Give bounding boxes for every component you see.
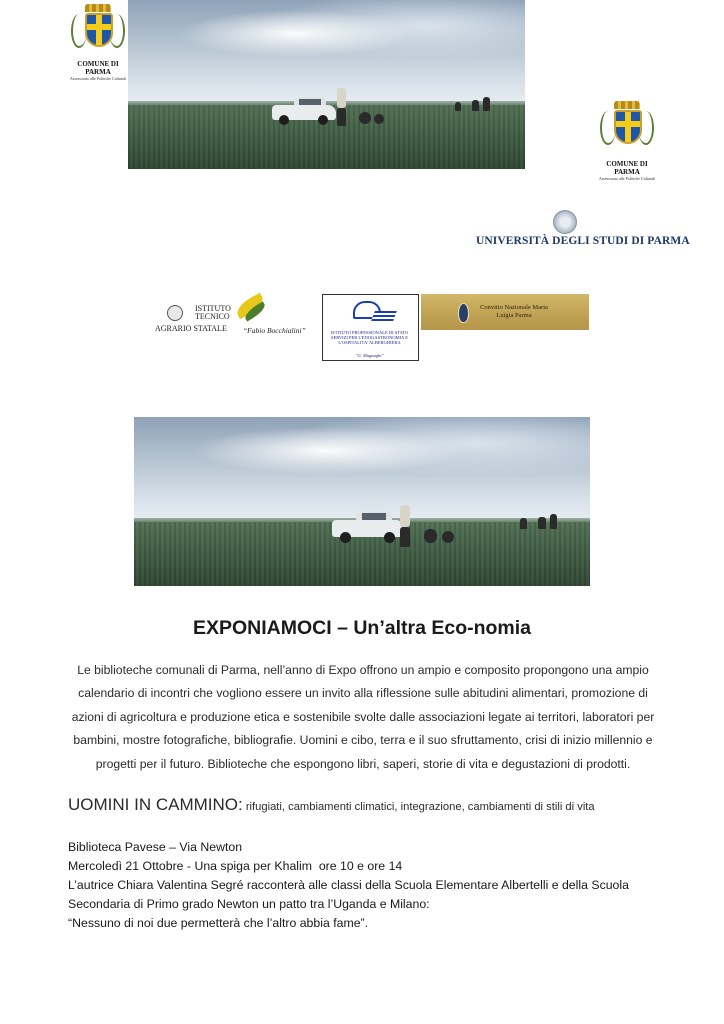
convitto-name: Convitto Nazionale Maria Luigia Parma (480, 304, 548, 319)
university-name: UNIVERSITÀ DEGLI STUDI DI PARMA (476, 235, 690, 247)
person-standing (337, 88, 346, 108)
book-icon (371, 311, 397, 321)
crest-caption-subtitle: Assessorato alle Politiche Culturali (69, 76, 127, 81)
itas-logo (153, 293, 318, 343)
section-heading-line (68, 795, 595, 815)
itas-school-name: “Fabio Bocchialini” (243, 326, 306, 335)
crest-caption-title: COMUNE DI PARMA (606, 160, 648, 176)
crest-caption-title: COMUNE DI PARMA (77, 60, 119, 76)
crest-shield-icon (85, 13, 113, 47)
ipsar-institute-name: ISTITUTO PROFESSIONALE DI STATO SERVIZI PER L'ENOGASTRONOMIA E L'OSPITALITA' ALBERGHIERA (330, 330, 409, 345)
ipsar-logo (322, 294, 419, 361)
crest-shield-icon (614, 110, 642, 144)
crest-caption (64, 60, 132, 81)
emblem-icon (458, 303, 469, 323)
person-standing (400, 505, 410, 527)
ipsar-school-name: "G. Magnaghi" (355, 353, 384, 358)
main-photo (134, 417, 590, 586)
page-title: EXPONIAMOCI – Un’altra Eco-nomia (192, 617, 532, 639)
section-heading: UOMINI IN CAMMINO: (68, 795, 243, 814)
university-seal-icon (553, 210, 577, 234)
itas-line2: TECNICO (195, 312, 230, 321)
event-venue: Biblioteca Pavese – Via Newton (68, 840, 243, 854)
itas-line3: AGRARIO STATALE (155, 324, 227, 333)
crest-crown-icon (85, 4, 111, 12)
event-description: L’autrice Chiara Valentina Segré racconterà alle classi della Scuola Elementare Albertelli e della Scuola Secondaria di Primo grado Newton un patto tra l’Uganda e Milano: (68, 878, 629, 911)
crest-caption-subtitle: Assessorato alle Politiche Culturali (598, 176, 656, 181)
crest-caption (593, 160, 661, 181)
event-quote: “Nessuno di noi due permetterà che l’altro abbia fame”. (68, 916, 369, 930)
convitto-logo (421, 294, 589, 330)
section-subtitle: rifugiati, cambiamenti climatici, integrazione, cambiamenti di stili di vita (242, 801, 595, 813)
comune-crest-right (597, 97, 657, 181)
italian-emblem-icon (167, 305, 183, 321)
header-photo (128, 0, 525, 169)
intro-paragraph: Le biblioteche comunali di Parma, nell’anno di Expo offrono un ampio e composito propongono una ampio calendario di incontri che vogliono essere un invito alla riflessione sulle abitudini alimentari, promozione di azioni di agricoltura e produzione etica e sostenibile svolte dalle associazioni legate ai territori, laboratori per bambini, mostre fotografiche, bibliografie. Uomini e cibo, terra e il suo sfruttamento, crisi di inizio millennio e progetti per il futuro. Biblioteche che espongono libri, saperi, storie di vita e degustazioni di prodotti. (71, 663, 655, 771)
event-date-title: Mercoledì 21 Ottobre - Una spiga per Khalim ore 10 e ore 14 (68, 859, 403, 873)
comune-crest-top-left (68, 0, 128, 80)
crest-crown-icon (614, 101, 640, 109)
itas-line1: ISTITUTO (195, 304, 231, 313)
